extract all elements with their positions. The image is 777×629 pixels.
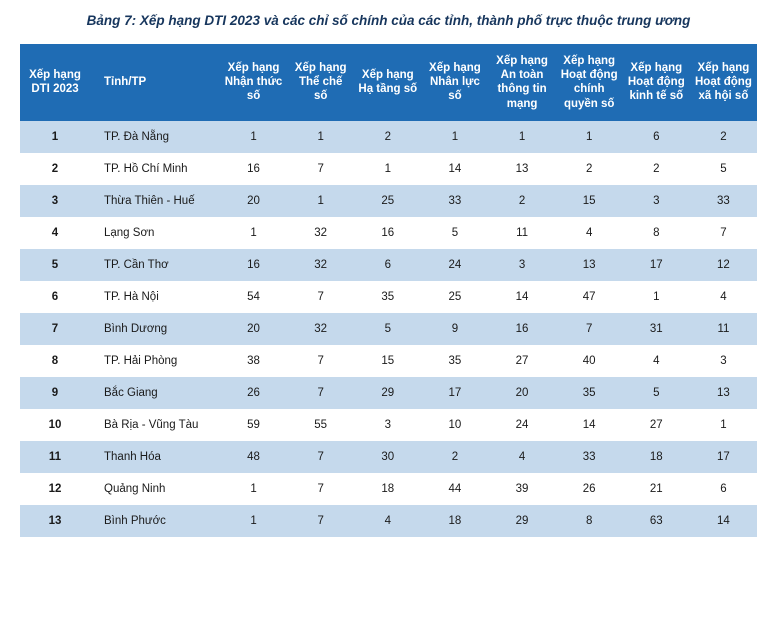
cell-province: Thanh Hóa [90,441,220,473]
cell-digital-economy: 8 [623,217,690,249]
cell-cybersecurity: 2 [489,185,556,217]
cell-digital-government: 8 [556,505,623,537]
cell-digital-economy: 17 [623,249,690,281]
cell-digital-institution: 1 [287,121,354,153]
cell-digital-society: 1 [690,409,757,441]
cell-digital-economy: 4 [623,345,690,377]
column-header-digital-awareness: Xếp hạng Nhận thức số [220,44,287,122]
cell-cybersecurity: 11 [489,217,556,249]
cell-digital-institution: 7 [287,473,354,505]
cell-cybersecurity: 27 [489,345,556,377]
cell-province: Lạng Sơn [90,217,220,249]
cell-digital-economy: 21 [623,473,690,505]
cell-dti-rank: 2 [20,153,90,185]
table-row [20,313,757,345]
cell-dti-rank: 5 [20,249,90,281]
cell-digital-infrastructure: 35 [354,281,421,313]
cell-digital-society: 13 [690,377,757,409]
table-row [20,153,757,185]
cell-digital-economy: 2 [623,153,690,185]
column-header-digital-government: Xếp hạng Hoạt động chính quyền số [556,44,623,122]
cell-digital-awareness: 1 [220,121,287,153]
cell-digital-economy: 63 [623,505,690,537]
cell-digital-infrastructure: 30 [354,441,421,473]
cell-province: TP. Hồ Chí Minh [90,153,220,185]
cell-digital-government: 14 [556,409,623,441]
cell-digital-workforce: 18 [421,505,488,537]
cell-digital-economy: 18 [623,441,690,473]
cell-dti-rank: 11 [20,441,90,473]
cell-digital-institution: 55 [287,409,354,441]
table-row [20,217,757,249]
cell-digital-awareness: 16 [220,249,287,281]
table-row [20,377,757,409]
cell-province: Bình Dương [90,313,220,345]
cell-digital-government: 15 [556,185,623,217]
cell-digital-infrastructure: 6 [354,249,421,281]
cell-cybersecurity: 4 [489,441,556,473]
column-header-digital-society: Xếp hạng Hoạt động xã hội số [690,44,757,122]
cell-digital-society: 17 [690,441,757,473]
cell-digital-institution: 7 [287,441,354,473]
table-row [20,345,757,377]
table-row [20,473,757,505]
cell-digital-society: 5 [690,153,757,185]
cell-digital-economy: 1 [623,281,690,313]
cell-dti-rank: 6 [20,281,90,313]
cell-dti-rank: 7 [20,313,90,345]
table-row [20,505,757,537]
cell-digital-awareness: 26 [220,377,287,409]
cell-digital-institution: 32 [287,217,354,249]
cell-digital-government: 33 [556,441,623,473]
cell-digital-government: 40 [556,345,623,377]
table-row [20,185,757,217]
cell-digital-workforce: 14 [421,153,488,185]
cell-dti-rank: 12 [20,473,90,505]
cell-province: TP. Hà Nội [90,281,220,313]
cell-digital-workforce: 33 [421,185,488,217]
cell-digital-institution: 7 [287,281,354,313]
cell-province: TP. Hải Phòng [90,345,220,377]
cell-digital-awareness: 48 [220,441,287,473]
cell-digital-infrastructure: 5 [354,313,421,345]
table-header [20,44,757,122]
cell-digital-economy: 6 [623,121,690,153]
cell-digital-government: 26 [556,473,623,505]
cell-digital-society: 11 [690,313,757,345]
cell-digital-society: 33 [690,185,757,217]
cell-cybersecurity: 39 [489,473,556,505]
cell-digital-government: 35 [556,377,623,409]
cell-digital-society: 7 [690,217,757,249]
cell-digital-economy: 31 [623,313,690,345]
table-row [20,441,757,473]
cell-digital-government: 13 [556,249,623,281]
cell-province: TP. Cần Thơ [90,249,220,281]
dti-ranking-table [20,44,757,538]
cell-digital-society: 2 [690,121,757,153]
cell-digital-workforce: 1 [421,121,488,153]
cell-dti-rank: 4 [20,217,90,249]
cell-province: Thừa Thiên - Huế [90,185,220,217]
cell-province: Quảng Ninh [90,473,220,505]
cell-digital-society: 6 [690,473,757,505]
column-header-digital-workforce: Xếp hạng Nhân lực số [421,44,488,122]
cell-digital-workforce: 44 [421,473,488,505]
cell-digital-economy: 3 [623,185,690,217]
cell-digital-awareness: 16 [220,153,287,185]
cell-digital-government: 4 [556,217,623,249]
header-row [20,44,757,122]
cell-digital-awareness: 1 [220,217,287,249]
cell-digital-workforce: 2 [421,441,488,473]
cell-digital-institution: 1 [287,185,354,217]
column-header-dti-rank: Xếp hạng DTI 2023 [20,44,90,122]
cell-digital-government: 1 [556,121,623,153]
cell-digital-society: 12 [690,249,757,281]
cell-digital-infrastructure: 18 [354,473,421,505]
cell-dti-rank: 8 [20,345,90,377]
cell-digital-infrastructure: 1 [354,153,421,185]
cell-digital-infrastructure: 25 [354,185,421,217]
cell-digital-awareness: 1 [220,505,287,537]
cell-digital-society: 14 [690,505,757,537]
cell-province: TP. Đà Nẵng [90,121,220,153]
cell-digital-society: 3 [690,345,757,377]
cell-digital-institution: 7 [287,345,354,377]
cell-digital-workforce: 9 [421,313,488,345]
cell-cybersecurity: 14 [489,281,556,313]
cell-digital-society: 4 [690,281,757,313]
column-header-digital-economy: Xếp hạng Hoạt động kinh tế số [623,44,690,122]
cell-province: Bình Phước [90,505,220,537]
cell-cybersecurity: 20 [489,377,556,409]
cell-digital-awareness: 54 [220,281,287,313]
cell-dti-rank: 13 [20,505,90,537]
cell-digital-institution: 32 [287,313,354,345]
cell-digital-infrastructure: 3 [354,409,421,441]
cell-digital-awareness: 20 [220,313,287,345]
cell-digital-institution: 7 [287,377,354,409]
cell-dti-rank: 1 [20,121,90,153]
cell-digital-awareness: 20 [220,185,287,217]
column-header-province: Tỉnh/TP [90,44,220,122]
table-row [20,409,757,441]
cell-digital-institution: 7 [287,153,354,185]
cell-province: Bà Rịa - Vũng Tàu [90,409,220,441]
cell-digital-economy: 27 [623,409,690,441]
cell-digital-government: 7 [556,313,623,345]
cell-cybersecurity: 13 [489,153,556,185]
cell-digital-government: 2 [556,153,623,185]
column-header-digital-institution: Xếp hạng Thể chế số [287,44,354,122]
cell-cybersecurity: 3 [489,249,556,281]
cell-digital-workforce: 24 [421,249,488,281]
cell-digital-government: 47 [556,281,623,313]
cell-digital-workforce: 35 [421,345,488,377]
cell-digital-economy: 5 [623,377,690,409]
cell-digital-awareness: 59 [220,409,287,441]
cell-cybersecurity: 24 [489,409,556,441]
cell-digital-institution: 32 [287,249,354,281]
table-row [20,121,757,153]
cell-digital-infrastructure: 29 [354,377,421,409]
table-caption: Bảng 7: Xếp hạng DTI 2023 và các chỉ số chính của các tỉnh, thành phố trực thuộc trung ương [86,13,691,28]
table-row [20,281,757,313]
cell-digital-workforce: 10 [421,409,488,441]
cell-digital-awareness: 38 [220,345,287,377]
cell-digital-awareness: 1 [220,473,287,505]
table-body [20,121,757,537]
cell-province: Bắc Giang [90,377,220,409]
cell-dti-rank: 3 [20,185,90,217]
cell-digital-infrastructure: 16 [354,217,421,249]
column-header-digital-infrastructure: Xếp hạng Hạ tầng số [354,44,421,122]
cell-digital-workforce: 5 [421,217,488,249]
cell-digital-infrastructure: 4 [354,505,421,537]
cell-digital-institution: 7 [287,505,354,537]
table-row [20,249,757,281]
cell-digital-infrastructure: 15 [354,345,421,377]
cell-dti-rank: 10 [20,409,90,441]
cell-digital-workforce: 25 [421,281,488,313]
cell-dti-rank: 9 [20,377,90,409]
cell-digital-infrastructure: 2 [354,121,421,153]
cell-cybersecurity: 16 [489,313,556,345]
cell-cybersecurity: 1 [489,121,556,153]
cell-digital-workforce: 17 [421,377,488,409]
column-header-cybersecurity: Xếp hạng An toàn thông tin mạng [489,44,556,122]
cell-cybersecurity: 29 [489,505,556,537]
